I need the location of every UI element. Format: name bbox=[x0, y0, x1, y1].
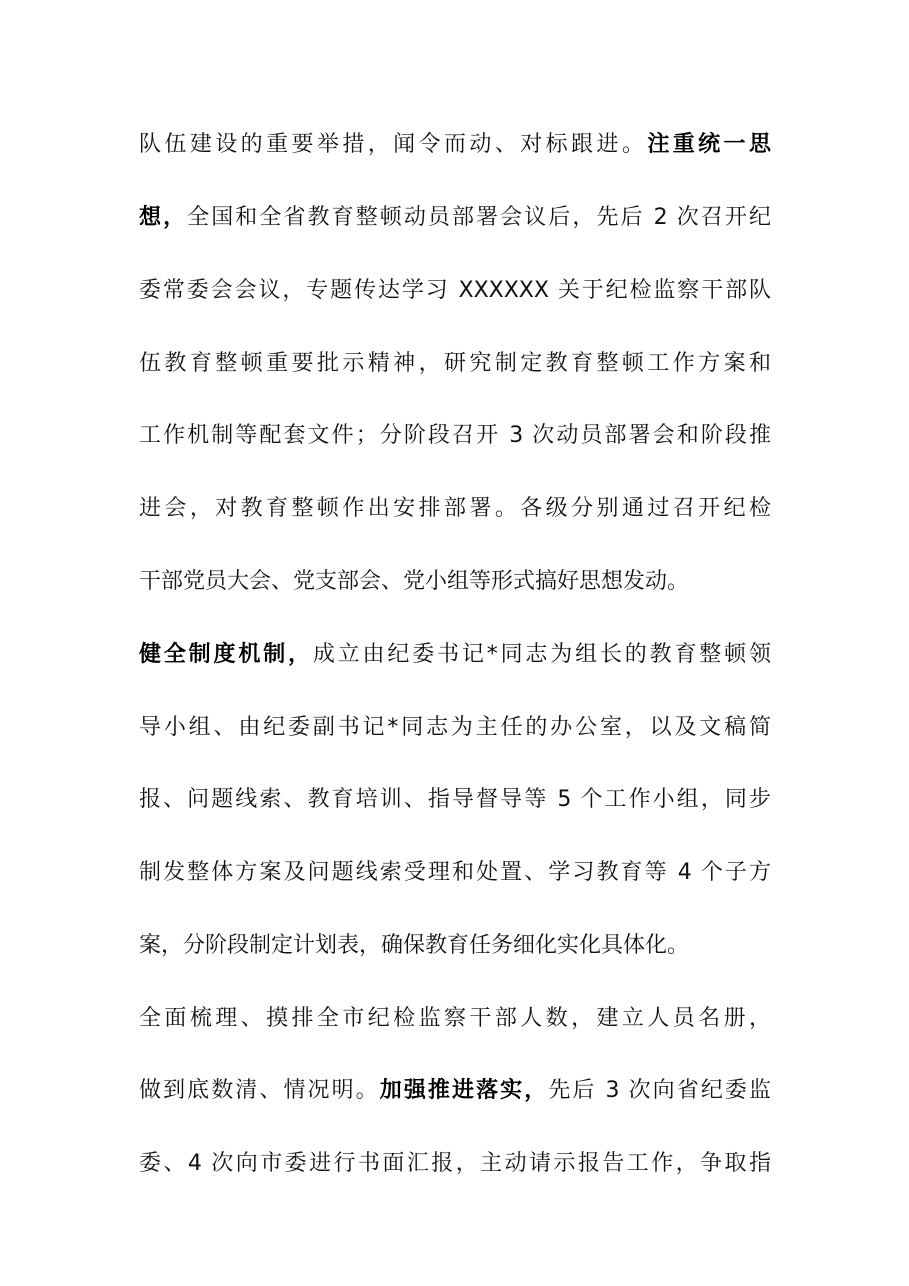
text-line bbox=[139, 708, 771, 748]
text-line bbox=[139, 1144, 771, 1184]
text-segment: 委、4 次向市委进行书面汇报，主动请示报告工作，争取指 bbox=[139, 1151, 771, 1176]
bold-heading-segment: 想， bbox=[139, 205, 188, 230]
text-segment: 队伍建设的重要举措，闻令而动、对标跟进。 bbox=[139, 132, 648, 157]
text-segment: 先后 3 次向省纪委监 bbox=[548, 1078, 771, 1103]
text-line bbox=[139, 125, 771, 165]
text-segment: 制发整体方案及问题线索受理和处置、学习教育等 4 个子方 bbox=[139, 860, 771, 885]
text-line bbox=[139, 1071, 771, 1111]
text-segment: 工作机制等配套文件；分阶段召开 3 次动员部署会和阶段推 bbox=[139, 423, 771, 448]
text-line bbox=[139, 198, 771, 238]
text-line bbox=[139, 853, 771, 893]
text-line bbox=[139, 489, 771, 529]
text-line bbox=[139, 344, 771, 384]
text-segment: 报、问题线索、教育培训、指导督导等 5 个工作小组，同步 bbox=[139, 787, 771, 812]
text-line bbox=[139, 562, 771, 602]
text-line bbox=[139, 780, 771, 820]
bold-heading-segment: 健全制度机制， bbox=[139, 642, 313, 667]
text-segment: 伍教育整顿重要批示精神，研究制定教育整顿工作方案和 bbox=[139, 351, 771, 376]
text-segment: 委常委会会议，专题传达学习 XXXXXX 关于纪检监察干部队 bbox=[139, 278, 771, 303]
text-line bbox=[139, 635, 771, 675]
text-segment: 导小组、由纪委副书记*同志为主任的办公室，以及文稿简 bbox=[139, 715, 771, 740]
text-line bbox=[139, 416, 771, 456]
text-line bbox=[139, 999, 771, 1039]
text-line bbox=[139, 926, 771, 966]
text-segment: 干部党员大会、党支部会、党小组等形式搞好思想发动。 bbox=[139, 569, 690, 594]
text-line bbox=[139, 271, 771, 311]
text-segment: 全国和全省教育整顿动员部署会议后，先后 2 次召开纪 bbox=[187, 205, 771, 230]
text-segment: 做到底数清、情况明。 bbox=[139, 1078, 380, 1103]
bold-heading-segment: 注重统一思 bbox=[647, 132, 771, 157]
text-segment: 全面梳理、摸排全市纪检监察干部人数，建立人员名册， bbox=[139, 1006, 771, 1031]
text-segment: 进会，对教育整顿作出安排部署。各级分别通过召开纪检 bbox=[139, 496, 771, 521]
bold-heading-segment: 加强推进落实， bbox=[379, 1078, 549, 1103]
text-segment: 案，分阶段制定计划表，确保教育任务细化实化具体化。 bbox=[139, 933, 690, 958]
text-segment: 成立由纪委书记*同志为组长的教育整顿领 bbox=[312, 642, 771, 667]
